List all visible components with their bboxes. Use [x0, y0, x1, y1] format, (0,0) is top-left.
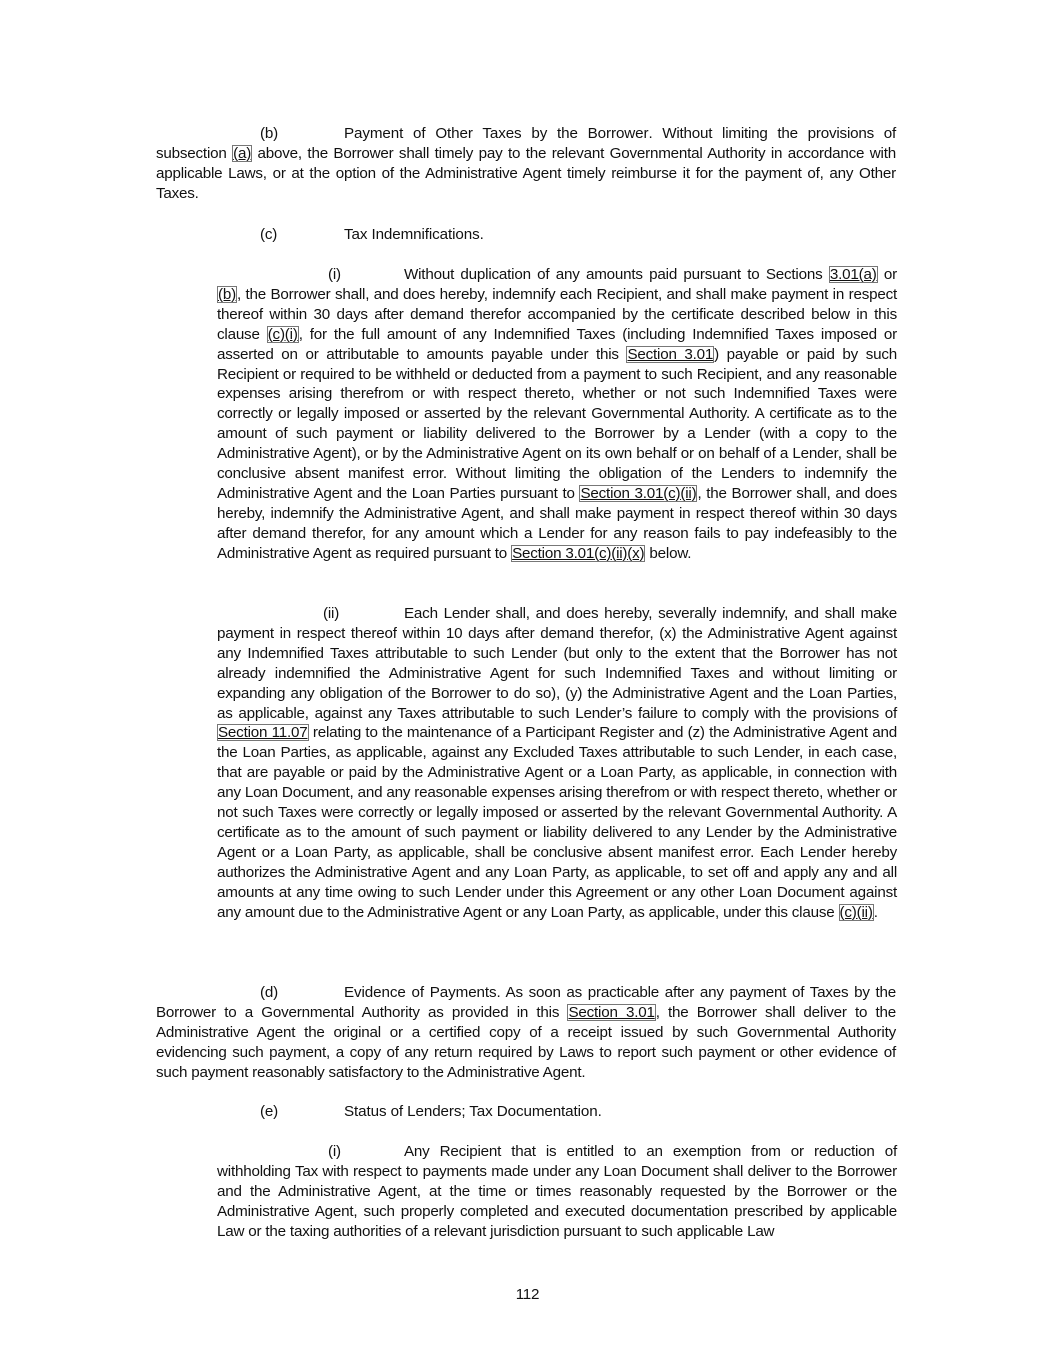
cross-reference-link[interactable]: (a) — [233, 144, 252, 162]
paragraph-label: (c) — [260, 226, 278, 243]
paragraph-heading: Payment of Other Taxes by the Borrower — [344, 125, 649, 142]
page-number: 112 — [515, 1286, 540, 1303]
paragraph-heading: Tax Indemnifications. — [344, 226, 484, 243]
cross-reference-link[interactable]: Section 11.07 — [218, 724, 308, 742]
paragraph-label: (i) — [328, 266, 341, 283]
paragraph-label: (b) — [260, 125, 278, 142]
paragraph-c-heading — [156, 225, 896, 245]
paragraph-c-ii: (ii) Each Lender shall, and does hereby, severally indemnify, and shall make payment in respect thereof within 10 days after demand therefor, (x) the Administrative Agent against any Indemnified Taxes attributable to such Lender (but only to the extent that the Borrower has not already indemnified the Administrative Agent for such Indemnified Taxes and without limiting or expanding any obligation of the Borrower to do so), (y) the Administrative Agent and the Loan Parties, as applicable, against any Taxes attributable to such Lender’s failure to comply with the provisions of Section 11.07 relating to the maintenance of a Participant Register and (z) the Administrative Agent and the Loan Parties, as applicable, against any Excluded Taxes attributable to such Lender, in each case, that are payable or paid by the Administrative Agent or a Loan Party, as applicable, in connection with any Loan Document, and any reasonable expenses arising therefrom or with respect thereto, whether or not such Taxes were correctly or legally imposed or asserted by the relevant Governmental Authority. A certificate as to the amount of such payment or liability delivered to any Lender by the Administrative Agent or a Loan Party, as applicable, shall be conclusive absent manifest error. Each Lender hereby authorizes the Administrative Agent and any Loan Party, as applicable, to set off and apply any and all amounts at any time owing to such Lender under this Agreement or any other Loan Document against any amount due to the Administrative Agent or any Loan Party, as applicable, under this clause (c)(ii). — [217, 605, 897, 921]
paragraph-c-i: (i) Without duplication of any amounts paid pursuant to Sections 3.01(a) or (b), the Borrower shall, and does hereby, indemnify each Recipient, and shall make payment in respect thereof within 30 days after demand therefor accompanied by the certificate described below in this clause (c)(i), for the full amount of any Indemnified Taxes (including Indemnified Taxes imposed or asserted on or attributable to amounts payable under this Section 3.01) payable or paid by such Recipient or required to be withheld or deducted from a payment to such Recipient, and any reasonable expenses arising therefrom or with respect thereto, whether or not such Indemnified Taxes were correctly or legally imposed or asserted by the relevant Governmental Authority. A certificate as to the amount of such payment or liability delivered to the Borrower by a Lender (with a copy to the Administrative Agent), or by the Administrative Agent on its own behalf or on behalf of a Lender, shall be conclusive absent manifest error. Without limiting the obligation of the Lenders to indemnify the Administrative Agent and the Loan Parties pursuant to Section 3.01(c)(ii), the Borrower shall, and does hereby, indemnify the Administrative Agent, and shall make payment in respect thereof within 30 days after demand therefor, for any amount which a Lender for any reason fails to pay indefeasibly to the Administrative Agent as required pursuant to Section 3.01(c)(ii)(x) below. — [217, 266, 897, 562]
cross-reference-link[interactable]: Section 3.01 — [627, 345, 714, 363]
cross-reference-link[interactable]: Section 3.01 — [568, 1003, 655, 1021]
paragraph-label: (d) — [260, 984, 278, 1001]
paragraph-label: (e) — [260, 1103, 278, 1120]
paragraph-heading: Evidence of Payments. — [344, 984, 501, 1001]
cross-reference-link[interactable]: Section 3.01(c)(ii) — [580, 484, 697, 502]
cross-reference-link[interactable]: 3.01(a) — [829, 266, 877, 283]
cross-reference-link[interactable]: (b) — [218, 285, 236, 303]
paragraph-heading: Status of Lenders; Tax Documentation. — [344, 1103, 602, 1120]
paragraph-d: (d) Evidence of Payments. As soon as practicable after any payment of Taxes by the Borrower to a Governmental Authority as provided in this Section 3.01, the Borrower shall deliver to the Administrative Agent the original or a certified copy of a receipt issued by such Governmental Authority evidencing such payment, a copy of any return required by Laws to report such payment or other evidence of such payment reasonably satisfactory to the Administrative Agent. — [156, 984, 897, 1081]
paragraph-e-heading — [156, 1102, 896, 1122]
paragraph-label: (i) — [328, 1143, 341, 1160]
paragraph-b: (b) Payment of Other Taxes by the Borrower. Without limiting the provisions of subsection (a) above, the Borrower shall timely pay to the relevant Governmental Authority in accordance with applicable Laws, or at the option of the Administrative Agent timely reimburse it for the payment of, any Other Taxes. — [156, 125, 896, 202]
cross-reference-link[interactable]: (c)(ii) — [839, 903, 873, 921]
cross-reference-link[interactable]: Section 3.01(c)(ii)(x) — [512, 544, 645, 562]
cross-reference-link[interactable]: (c)(i) — [267, 325, 298, 343]
paragraph-label: (ii) — [323, 605, 340, 622]
paragraph-e-i: (i) Any Recipient that is entitled to an exemption from or reduction of withholding Tax with respect to payments made under any Loan Document shall deliver to the Borrower and the Administrative Agent, at the time or times reasonably requested by the Borrower or the Administrative Agent, such properly completed and executed documentation prescribed by applicable Law or the taxing authorities of a relevant jurisdiction pursuant to such applicable Law — [217, 1143, 897, 1240]
